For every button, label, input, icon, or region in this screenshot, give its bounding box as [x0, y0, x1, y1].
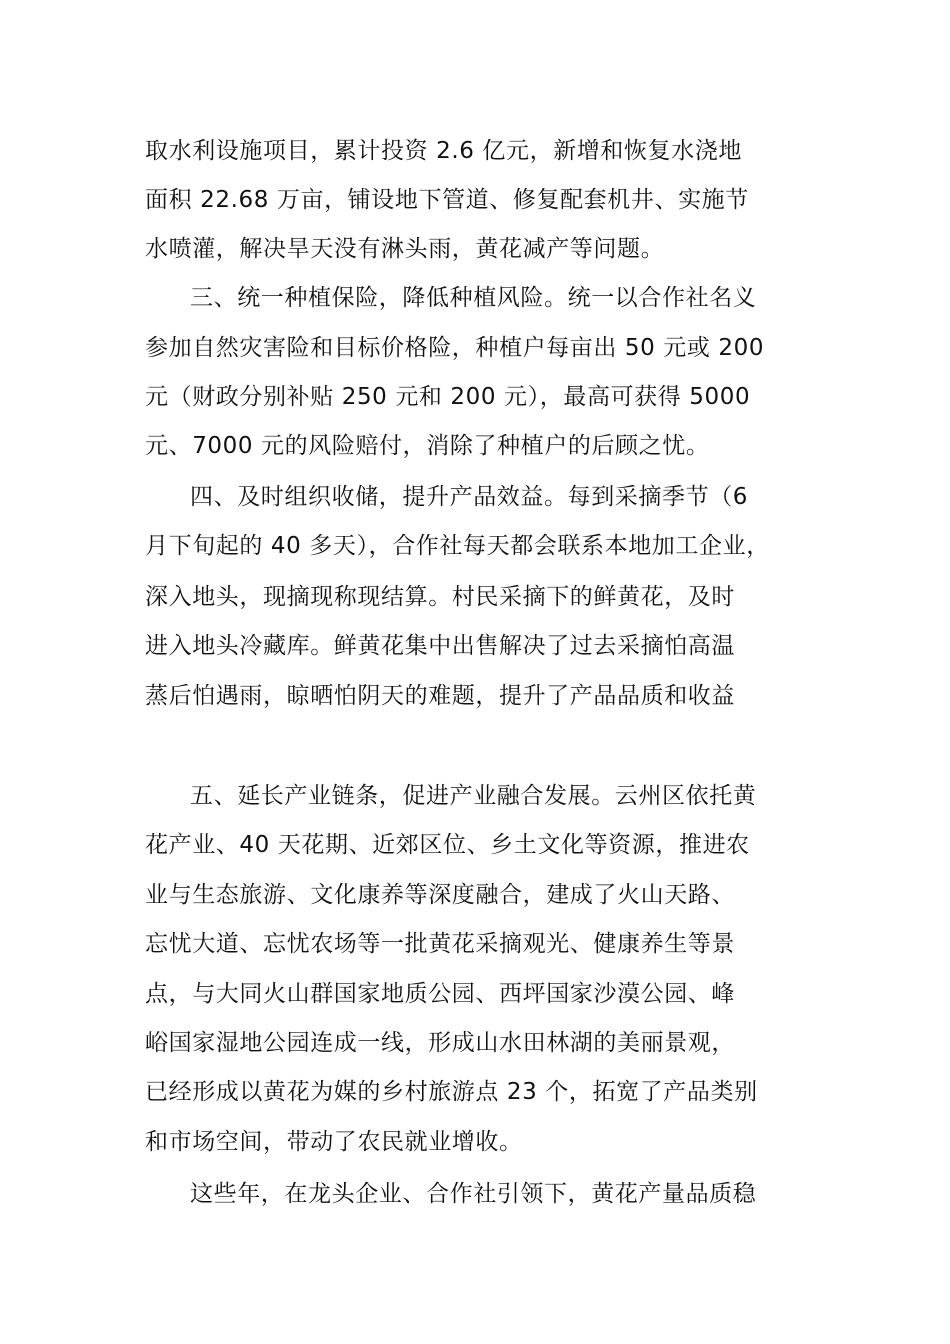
text-line: 峪国家湿地公园连成一线，形成山水田林湖的美丽景观， [145, 1030, 735, 1056]
paragraph-first-line: 三、统一种植保险，降低种植风险。统一以合作社名义 [190, 285, 757, 311]
text-line: 点，与大同火山群国家地质公园、西坪国家沙漠公园、峰 [145, 981, 735, 1007]
text-line: 面积 22.68 万亩，铺设地下管道、修复配套机井、实施节 [145, 187, 749, 213]
text-line: 蒸后怕遇雨，晾晒怕阴天的难题，提升了产品品质和收益 [145, 683, 735, 709]
text-line: 和市场空间，带动了农民就业增收。 [145, 1129, 523, 1155]
text-line: 元（财政分别补贴 250 元和 200 元），最高可获得 5000 [145, 384, 751, 410]
text-line: 忘忧大道、忘忧农场等一批黄花采摘观光、健康养生等景 [145, 931, 735, 957]
paragraph-first-line: 四、及时组织收储，提升产品效益。每到采摘季节（6 [190, 484, 749, 510]
text-line: 业与生态旅游、文化康养等深度融合，建成了火山天路、 [145, 882, 735, 908]
text-line: 水喷灌，解决旱天没有淋头雨，黄花减产等问题。 [145, 236, 665, 262]
text-line: 已经形成以黄花为媒的乡村旅游点 23 个，拓宽了产品类别 [145, 1079, 758, 1105]
text-line: 进入地头冷藏库。鲜黄花集中出售解决了过去采摘怕高温 [145, 633, 735, 659]
text-line: 花产业、40 天花期、近郊区位、乡土文化等资源，推进农 [145, 832, 750, 858]
text-line: 取水利设施项目，累计投资 2.6 亿元，新增和恢复水浇地 [145, 138, 742, 164]
paragraph-first-line: 这些年，在龙头企业、合作社引领下，黄花产量品质稳 [190, 1181, 757, 1207]
paragraph-first-line: 五、延长产业链条，促进产业融合发展。云州区依托黄 [190, 783, 757, 809]
text-line: 深入地头，现摘现称现结算。村民采摘下的鲜黄花，及时 [145, 584, 735, 610]
text-line: 参加自然灾害险和目标价格险，种植户每亩出 50 元或 200 [145, 335, 765, 361]
text-line: 元、7000 元的风险赔付，消除了种植户的后顾之忧。 [145, 433, 710, 459]
text-line: 月下旬起的 40 多天），合作社每天都会联系本地加工企业， [145, 533, 770, 559]
